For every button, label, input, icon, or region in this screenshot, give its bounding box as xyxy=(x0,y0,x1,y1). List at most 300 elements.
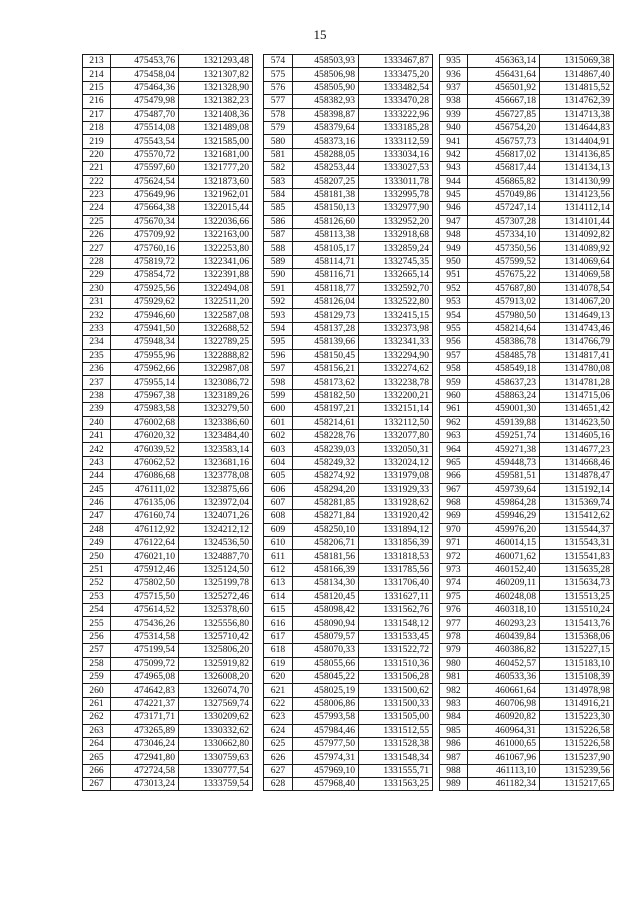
table-row xyxy=(83,724,253,737)
point-number-cell: 977 xyxy=(440,617,468,630)
x-coordinate-cell: 459976,20 xyxy=(468,523,540,536)
point-number-cell: 223 xyxy=(83,188,111,201)
y-coordinate-cell: 1331979,08 xyxy=(359,470,433,483)
y-coordinate-cell: 1315369,74 xyxy=(540,496,614,509)
table-row xyxy=(264,95,433,108)
y-coordinate-cell: 1321408,36 xyxy=(179,108,253,121)
y-coordinate-cell: 1330209,62 xyxy=(179,711,253,724)
y-coordinate-cell: 1333482,54 xyxy=(359,81,433,94)
table-row xyxy=(264,617,433,630)
x-coordinate-cell: 458156,21 xyxy=(293,362,359,375)
y-coordinate-cell: 1315192,14 xyxy=(540,483,614,496)
table-row xyxy=(440,95,614,108)
table-row xyxy=(264,764,433,777)
point-number-cell: 987 xyxy=(440,751,468,764)
point-number-cell: 980 xyxy=(440,657,468,670)
table-row xyxy=(264,282,433,295)
table-row xyxy=(440,296,614,309)
x-coordinate-cell: 475941,50 xyxy=(111,322,179,335)
x-coordinate-cell: 475819,72 xyxy=(111,255,179,268)
table-row xyxy=(440,81,614,94)
x-coordinate-cell: 458503,93 xyxy=(293,55,359,68)
y-coordinate-cell: 1315368,06 xyxy=(540,630,614,643)
point-number-cell: 971 xyxy=(440,537,468,550)
point-number-cell: 255 xyxy=(83,617,111,630)
point-number-cell: 976 xyxy=(440,604,468,617)
x-coordinate-cell: 475929,62 xyxy=(111,296,179,309)
point-number-cell: 222 xyxy=(83,175,111,188)
table-row xyxy=(83,121,253,134)
table-row xyxy=(83,737,253,750)
point-number-cell: 961 xyxy=(440,403,468,416)
table-row xyxy=(264,510,433,523)
table-row xyxy=(440,711,614,724)
point-number-cell: 618 xyxy=(264,644,293,657)
table-row xyxy=(83,68,253,81)
point-number-cell: 582 xyxy=(264,162,293,175)
x-coordinate-cell: 476112,92 xyxy=(111,523,179,536)
point-number-cell: 935 xyxy=(440,55,468,68)
point-number-cell: 948 xyxy=(440,229,468,242)
x-coordinate-cell: 459271,38 xyxy=(468,443,540,456)
y-coordinate-cell: 1315541,83 xyxy=(540,550,614,563)
point-number-cell: 951 xyxy=(440,269,468,282)
x-coordinate-cell: 458485,78 xyxy=(468,349,540,362)
table-row xyxy=(83,550,253,563)
y-coordinate-cell: 1331500,33 xyxy=(359,697,433,710)
x-coordinate-cell: 475464,36 xyxy=(111,81,179,94)
x-coordinate-cell: 459448,73 xyxy=(468,456,540,469)
table-row xyxy=(264,670,433,683)
y-coordinate-cell: 1331818,53 xyxy=(359,550,433,563)
table-row xyxy=(83,322,253,335)
point-number-cell: 249 xyxy=(83,537,111,550)
table-row xyxy=(440,577,614,590)
y-coordinate-cell: 1332373,98 xyxy=(359,322,433,335)
x-coordinate-cell: 474642,83 xyxy=(111,684,179,697)
y-coordinate-cell: 1314605,16 xyxy=(540,429,614,442)
y-coordinate-cell: 1322888,82 xyxy=(179,349,253,362)
x-coordinate-cell: 458118,77 xyxy=(293,282,359,295)
y-coordinate-cell: 1331563,25 xyxy=(359,778,433,791)
x-coordinate-cell: 458506,98 xyxy=(293,68,359,81)
point-number-cell: 966 xyxy=(440,470,468,483)
point-number-cell: 260 xyxy=(83,684,111,697)
y-coordinate-cell: 1321307,82 xyxy=(179,68,253,81)
x-coordinate-cell: 457049,86 xyxy=(468,188,540,201)
x-coordinate-cell: 459001,30 xyxy=(468,403,540,416)
table-row xyxy=(83,443,253,456)
point-number-cell: 609 xyxy=(264,523,293,536)
x-coordinate-cell: 459739,64 xyxy=(468,483,540,496)
x-coordinate-cell: 458373,16 xyxy=(293,135,359,148)
x-coordinate-cell: 475099,72 xyxy=(111,657,179,670)
table-row xyxy=(83,778,253,791)
point-number-cell: 265 xyxy=(83,751,111,764)
x-coordinate-cell: 458249,32 xyxy=(293,456,359,469)
point-number-cell: 580 xyxy=(264,135,293,148)
y-coordinate-cell: 1314069,58 xyxy=(540,269,614,282)
x-coordinate-cell: 458228,76 xyxy=(293,429,359,442)
table-row xyxy=(440,724,614,737)
point-number-cell: 581 xyxy=(264,148,293,161)
x-coordinate-cell: 458025,19 xyxy=(293,684,359,697)
y-coordinate-cell: 1331548,12 xyxy=(359,617,433,630)
point-number-cell: 234 xyxy=(83,336,111,349)
table-row xyxy=(83,403,253,416)
point-number-cell: 628 xyxy=(264,778,293,791)
y-coordinate-cell: 1314623,50 xyxy=(540,416,614,429)
x-coordinate-cell: 456817,02 xyxy=(468,148,540,161)
x-coordinate-cell: 475479,98 xyxy=(111,95,179,108)
x-coordinate-cell: 461182,34 xyxy=(468,778,540,791)
point-number-cell: 970 xyxy=(440,523,468,536)
point-number-cell: 613 xyxy=(264,577,293,590)
y-coordinate-cell: 1332977,90 xyxy=(359,202,433,215)
table-row xyxy=(83,644,253,657)
table-row xyxy=(440,269,614,282)
x-coordinate-cell: 457307,28 xyxy=(468,215,540,228)
x-coordinate-cell: 458549,18 xyxy=(468,362,540,375)
x-coordinate-cell: 475715,50 xyxy=(111,590,179,603)
table-row xyxy=(83,255,253,268)
y-coordinate-cell: 1314781,28 xyxy=(540,376,614,389)
table-row xyxy=(83,95,253,108)
y-coordinate-cell: 1322494,08 xyxy=(179,282,253,295)
x-coordinate-cell: 459864,28 xyxy=(468,496,540,509)
x-coordinate-cell: 458398,87 xyxy=(293,108,359,121)
point-number-cell: 216 xyxy=(83,95,111,108)
x-coordinate-cell: 458114,71 xyxy=(293,255,359,268)
x-coordinate-cell: 458294,20 xyxy=(293,483,359,496)
table-row xyxy=(264,778,433,791)
table-row xyxy=(264,403,433,416)
x-coordinate-cell: 460152,40 xyxy=(468,563,540,576)
point-number-cell: 245 xyxy=(83,483,111,496)
x-coordinate-cell: 460071,62 xyxy=(468,550,540,563)
x-coordinate-cell: 461113,10 xyxy=(468,764,540,777)
table-row xyxy=(440,657,614,670)
y-coordinate-cell: 1332665,14 xyxy=(359,269,433,282)
table-row xyxy=(83,523,253,536)
y-coordinate-cell: 1314078,54 xyxy=(540,282,614,295)
y-coordinate-cell: 1321777,20 xyxy=(179,162,253,175)
x-coordinate-cell: 458181,38 xyxy=(293,188,359,201)
x-coordinate-cell: 458090,94 xyxy=(293,617,359,630)
x-coordinate-cell: 460533,36 xyxy=(468,670,540,683)
table-row xyxy=(83,349,253,362)
table-row xyxy=(264,68,433,81)
point-number-cell: 263 xyxy=(83,724,111,737)
point-number-cell: 215 xyxy=(83,81,111,94)
y-coordinate-cell: 1322987,08 xyxy=(179,362,253,375)
point-number-cell: 950 xyxy=(440,255,468,268)
y-coordinate-cell: 1324536,50 xyxy=(179,537,253,550)
point-number-cell: 981 xyxy=(440,670,468,683)
y-coordinate-cell: 1332200,21 xyxy=(359,389,433,402)
y-coordinate-cell: 1332077,80 xyxy=(359,429,433,442)
x-coordinate-cell: 458382,93 xyxy=(293,95,359,108)
x-coordinate-cell: 475649,96 xyxy=(111,188,179,201)
y-coordinate-cell: 1324212,12 xyxy=(179,523,253,536)
table-row xyxy=(83,362,253,375)
y-coordinate-cell: 1332294,90 xyxy=(359,349,433,362)
point-number-cell: 254 xyxy=(83,604,111,617)
table-row xyxy=(440,416,614,429)
point-number-cell: 978 xyxy=(440,630,468,643)
point-number-cell: 602 xyxy=(264,429,293,442)
point-number-cell: 606 xyxy=(264,483,293,496)
table-row xyxy=(264,456,433,469)
point-number-cell: 253 xyxy=(83,590,111,603)
y-coordinate-cell: 1322391,88 xyxy=(179,269,253,282)
y-coordinate-cell: 1331555,71 xyxy=(359,764,433,777)
point-number-cell: 985 xyxy=(440,724,468,737)
point-number-cell: 598 xyxy=(264,376,293,389)
table-row xyxy=(264,349,433,362)
point-number-cell: 973 xyxy=(440,563,468,576)
point-number-cell: 228 xyxy=(83,255,111,268)
y-coordinate-cell: 1322015,44 xyxy=(179,202,253,215)
point-number-cell: 626 xyxy=(264,751,293,764)
coordinate-table-2 xyxy=(263,54,433,791)
y-coordinate-cell: 1332274,62 xyxy=(359,362,433,375)
x-coordinate-cell: 475760,16 xyxy=(111,242,179,255)
y-coordinate-cell: 1332592,70 xyxy=(359,282,433,295)
table-row xyxy=(264,657,433,670)
table-row xyxy=(83,630,253,643)
y-coordinate-cell: 1314069,64 xyxy=(540,255,614,268)
x-coordinate-cell: 475199,54 xyxy=(111,644,179,657)
table-row xyxy=(83,188,253,201)
table-row xyxy=(83,577,253,590)
x-coordinate-cell: 456757,73 xyxy=(468,135,540,148)
table-row xyxy=(440,242,614,255)
table-row xyxy=(264,630,433,643)
y-coordinate-cell: 1314644,83 xyxy=(540,121,614,134)
table-row xyxy=(440,215,614,228)
table-row xyxy=(440,68,614,81)
y-coordinate-cell: 1315223,30 xyxy=(540,711,614,724)
y-coordinate-cell: 1323681,16 xyxy=(179,456,253,469)
table-row xyxy=(440,510,614,523)
point-number-cell: 605 xyxy=(264,470,293,483)
x-coordinate-cell: 461000,65 xyxy=(468,737,540,750)
point-number-cell: 604 xyxy=(264,456,293,469)
y-coordinate-cell: 1315543,31 xyxy=(540,537,614,550)
x-coordinate-cell: 475453,76 xyxy=(111,55,179,68)
point-number-cell: 248 xyxy=(83,523,111,536)
point-number-cell: 229 xyxy=(83,269,111,282)
y-coordinate-cell: 1314743,46 xyxy=(540,322,614,335)
x-coordinate-cell: 458166,39 xyxy=(293,563,359,576)
point-number-cell: 610 xyxy=(264,537,293,550)
point-number-cell: 242 xyxy=(83,443,111,456)
y-coordinate-cell: 1325199,78 xyxy=(179,577,253,590)
table-row xyxy=(83,108,253,121)
x-coordinate-cell: 475570,72 xyxy=(111,148,179,161)
point-number-cell: 946 xyxy=(440,202,468,215)
x-coordinate-cell: 475314,58 xyxy=(111,630,179,643)
point-number-cell: 939 xyxy=(440,108,468,121)
x-coordinate-cell: 457974,31 xyxy=(293,751,359,764)
x-coordinate-cell: 458386,78 xyxy=(468,336,540,349)
x-coordinate-cell: 459581,51 xyxy=(468,470,540,483)
x-coordinate-cell: 458181,56 xyxy=(293,550,359,563)
y-coordinate-cell: 1332995,78 xyxy=(359,188,433,201)
table-row xyxy=(83,242,253,255)
y-coordinate-cell: 1332112,50 xyxy=(359,416,433,429)
table-row xyxy=(264,604,433,617)
table-row xyxy=(264,697,433,710)
x-coordinate-cell: 458637,23 xyxy=(468,376,540,389)
point-number-cell: 986 xyxy=(440,737,468,750)
table-row xyxy=(83,764,253,777)
x-coordinate-cell: 458214,61 xyxy=(293,416,359,429)
point-number-cell: 214 xyxy=(83,68,111,81)
x-coordinate-cell: 456431,64 xyxy=(468,68,540,81)
table-row xyxy=(83,456,253,469)
x-coordinate-cell: 458207,25 xyxy=(293,175,359,188)
point-number-cell: 972 xyxy=(440,550,468,563)
y-coordinate-cell: 1323189,26 xyxy=(179,389,253,402)
point-number-cell: 601 xyxy=(264,416,293,429)
y-coordinate-cell: 1333475,20 xyxy=(359,68,433,81)
point-number-cell: 957 xyxy=(440,349,468,362)
point-number-cell: 603 xyxy=(264,443,293,456)
point-number-cell: 252 xyxy=(83,577,111,590)
table-row xyxy=(440,537,614,550)
x-coordinate-cell: 458239,03 xyxy=(293,443,359,456)
table-row xyxy=(83,657,253,670)
y-coordinate-cell: 1322253,80 xyxy=(179,242,253,255)
y-coordinate-cell: 1331920,42 xyxy=(359,510,433,523)
y-coordinate-cell: 1314112,14 xyxy=(540,202,614,215)
point-number-cell: 953 xyxy=(440,296,468,309)
point-number-cell: 612 xyxy=(264,563,293,576)
y-coordinate-cell: 1326008,20 xyxy=(179,670,253,683)
table-row xyxy=(264,590,433,603)
table-row xyxy=(440,188,614,201)
table-row xyxy=(440,162,614,175)
y-coordinate-cell: 1315413,76 xyxy=(540,617,614,630)
table-row xyxy=(440,617,614,630)
table-row xyxy=(264,429,433,442)
point-number-cell: 235 xyxy=(83,349,111,362)
point-number-cell: 247 xyxy=(83,510,111,523)
point-number-cell: 237 xyxy=(83,376,111,389)
point-number-cell: 588 xyxy=(264,242,293,255)
point-number-cell: 614 xyxy=(264,590,293,603)
table-row xyxy=(83,135,253,148)
x-coordinate-cell: 457969,10 xyxy=(293,764,359,777)
point-number-cell: 617 xyxy=(264,630,293,643)
y-coordinate-cell: 1322587,08 xyxy=(179,309,253,322)
y-coordinate-cell: 1332522,80 xyxy=(359,296,433,309)
table-row xyxy=(440,751,614,764)
point-number-cell: 596 xyxy=(264,349,293,362)
table-row xyxy=(83,162,253,175)
y-coordinate-cell: 1324887,70 xyxy=(179,550,253,563)
point-number-cell: 257 xyxy=(83,644,111,657)
x-coordinate-cell: 473046,24 xyxy=(111,737,179,750)
x-coordinate-cell: 460661,64 xyxy=(468,684,540,697)
point-number-cell: 217 xyxy=(83,108,111,121)
x-coordinate-cell: 476039,52 xyxy=(111,443,179,456)
table-row xyxy=(440,604,614,617)
table-row xyxy=(440,456,614,469)
y-coordinate-cell: 1333011,78 xyxy=(359,175,433,188)
x-coordinate-cell: 456754,20 xyxy=(468,121,540,134)
table-row xyxy=(83,537,253,550)
x-coordinate-cell: 460706,98 xyxy=(468,697,540,710)
y-coordinate-cell: 1321293,48 xyxy=(179,55,253,68)
x-coordinate-cell: 474965,08 xyxy=(111,670,179,683)
x-coordinate-cell: 475624,54 xyxy=(111,175,179,188)
y-coordinate-cell: 1332952,20 xyxy=(359,215,433,228)
x-coordinate-cell: 460209,11 xyxy=(468,577,540,590)
y-coordinate-cell: 1314101,44 xyxy=(540,215,614,228)
table-row xyxy=(264,563,433,576)
y-coordinate-cell: 1314762,39 xyxy=(540,95,614,108)
y-coordinate-cell: 1331528,38 xyxy=(359,737,433,750)
y-coordinate-cell: 1324071,26 xyxy=(179,510,253,523)
table-row xyxy=(440,429,614,442)
x-coordinate-cell: 460452,57 xyxy=(468,657,540,670)
y-coordinate-cell: 1332341,33 xyxy=(359,336,433,349)
x-coordinate-cell: 458250,10 xyxy=(293,523,359,536)
x-coordinate-cell: 459946,29 xyxy=(468,510,540,523)
x-coordinate-cell: 475925,56 xyxy=(111,282,179,295)
x-coordinate-cell: 456865,82 xyxy=(468,175,540,188)
table-row xyxy=(264,537,433,550)
table-row xyxy=(440,737,614,750)
table-row xyxy=(440,523,614,536)
x-coordinate-cell: 460293,23 xyxy=(468,617,540,630)
x-coordinate-cell: 475962,66 xyxy=(111,362,179,375)
x-coordinate-cell: 458105,17 xyxy=(293,242,359,255)
table-row xyxy=(264,242,433,255)
point-number-cell: 595 xyxy=(264,336,293,349)
table-row xyxy=(264,175,433,188)
x-coordinate-cell: 458505,90 xyxy=(293,81,359,94)
y-coordinate-cell: 1331928,62 xyxy=(359,496,433,509)
x-coordinate-cell: 458206,71 xyxy=(293,537,359,550)
x-coordinate-cell: 475946,60 xyxy=(111,309,179,322)
point-number-cell: 251 xyxy=(83,563,111,576)
y-coordinate-cell: 1322789,25 xyxy=(179,336,253,349)
table-row xyxy=(264,296,433,309)
y-coordinate-cell: 1333470,28 xyxy=(359,95,433,108)
x-coordinate-cell: 475802,50 xyxy=(111,577,179,590)
x-coordinate-cell: 457980,50 xyxy=(468,309,540,322)
table-row xyxy=(440,483,614,496)
x-coordinate-cell: 456363,14 xyxy=(468,55,540,68)
y-coordinate-cell: 1321585,00 xyxy=(179,135,253,148)
y-coordinate-cell: 1323778,08 xyxy=(179,470,253,483)
point-number-cell: 589 xyxy=(264,255,293,268)
y-coordinate-cell: 1331706,40 xyxy=(359,577,433,590)
x-coordinate-cell: 457599,52 xyxy=(468,255,540,268)
y-coordinate-cell: 1321681,00 xyxy=(179,148,253,161)
point-number-cell: 942 xyxy=(440,148,468,161)
table-row xyxy=(264,148,433,161)
y-coordinate-cell: 1330332,62 xyxy=(179,724,253,737)
y-coordinate-cell: 1315226,58 xyxy=(540,737,614,750)
table-row xyxy=(83,215,253,228)
point-number-cell: 975 xyxy=(440,590,468,603)
y-coordinate-cell: 1321328,90 xyxy=(179,81,253,94)
